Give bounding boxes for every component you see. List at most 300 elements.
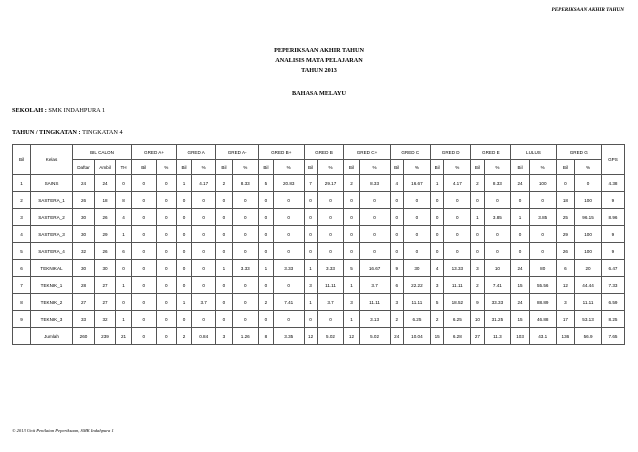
table-cell: 4.38 [601,175,624,192]
table-cell: 1 [177,294,192,311]
subject-title: BAHASA MELAYU [292,90,346,97]
table-cell: 5.02 [317,328,344,345]
table-cell: 100 [575,226,602,243]
report-subtitle: ANALISIS MATA PELAJARAN [275,57,363,64]
table-cell: 13.33 [444,260,471,277]
table-cell: 25 [556,209,575,226]
table-cell: 3 [304,277,317,294]
table-cell: 0 [403,192,430,209]
table-cell: 3.33 [232,260,258,277]
class-name-cell: Jumlah [31,328,73,345]
table-cell: 0 [430,243,443,260]
class-name-cell: TEKNIK_1 [31,277,73,294]
table-cell: 0 [484,243,511,260]
table-cell [13,328,31,345]
table-cell: 0 [390,192,403,209]
table-cell: 29 [95,226,116,243]
table-cell: 6.47 [601,260,624,277]
table-cell: 1 [430,175,443,192]
table-cell: 0 [116,294,132,311]
table-cell: 16.67 [359,260,390,277]
table-cell: 8.96 [601,209,624,226]
table-cell: 0 [177,192,192,209]
table-cell: 32 [95,311,116,328]
table-cell: 2 [344,175,359,192]
table-cell: 0 [344,243,359,260]
table-cell: 3 [390,294,403,311]
table-cell: 6 [116,243,132,260]
table-cell: 0 [344,192,359,209]
table-cell: 0 [177,209,192,226]
table-cell: 0 [317,311,344,328]
report-year: TAHUN 2013 [301,67,337,74]
table-cell: 0 [304,311,317,328]
table-subheader-row [13,160,625,175]
table-cell: 0 [232,226,258,243]
table-cell: 0 [191,243,215,260]
table-cell: 3.33 [273,260,304,277]
table-cell: 29 [556,226,575,243]
table-cell: 0 [132,260,157,277]
table-cell: 0 [156,311,177,328]
table-cell: 0 [304,243,317,260]
grade-percent-subheader: % [444,160,471,175]
table-cell: 0 [216,226,232,243]
table-cell: 8.33 [359,175,390,192]
table-cell: 30 [403,260,430,277]
table-cell: 3 [344,294,359,311]
table-cell: 3 [556,294,575,311]
table-cell: 55.56 [529,277,556,294]
table-cell: 0 [273,311,304,328]
table-cell: 0 [317,209,344,226]
table-cell: 12 [344,328,359,345]
table-cell: 10.04 [403,328,430,345]
table-cell: 0 [132,192,157,209]
table-cell: 24 [511,260,530,277]
table-cell: 0 [359,243,390,260]
table-cell: 6.59 [601,294,624,311]
class-name-cell: SASTERA_4 [31,243,73,260]
table-cell: 33 [73,311,95,328]
table-cell: 7.65 [601,328,624,345]
table-cell: 136 [556,328,575,345]
table-cell: 0 [258,192,273,209]
table-cell: 0 [156,294,177,311]
table-cell: 1 [304,294,317,311]
table-cell: 0 [216,294,232,311]
table-cell: 7.41 [273,294,304,311]
table-cell: 0 [191,209,215,226]
table-cell: 1 [258,260,273,277]
table-cell: 11.11 [575,294,602,311]
table-cell: 7 [304,175,317,192]
table-cell: 0 [444,192,471,209]
table-row [13,294,625,311]
grade-group-header: GRED G [556,145,601,160]
grade-count-subheader: Bil [390,160,403,175]
table-cell: 0 [216,311,232,328]
table-cell: 0 [511,226,530,243]
table-cell: 0 [317,243,344,260]
table-cell: 0 [132,243,157,260]
table-cell: 1 [216,260,232,277]
table-cell: 24 [511,294,530,311]
grade-percent-subheader: % [317,160,344,175]
table-cell: 1 [344,277,359,294]
grade-percent-subheader: % [575,160,602,175]
table-cell: 46.88 [529,311,556,328]
table-cell: 0 [232,311,258,328]
table-cell: 44.44 [575,277,602,294]
table-cell: 0 [177,260,192,277]
table-cell: 0 [191,192,215,209]
table-cell: 26 [556,243,575,260]
table-cell: 11.11 [444,277,471,294]
table-cell: 4 [430,260,443,277]
table-cell: 5 [344,260,359,277]
grade-group-header: GRED A [177,145,216,160]
table-cell: 0 [156,260,177,277]
table-cell: 5 [13,243,31,260]
grade-group-header: GRED A+ [132,145,177,160]
table-cell: 29.17 [317,175,344,192]
table-cell: 0 [216,209,232,226]
table-cell: 4 [390,175,403,192]
grade-group-header: LULUS [511,145,556,160]
table-cell: 15 [511,277,530,294]
table-cell: 26 [95,243,116,260]
table-cell: 0 [258,226,273,243]
table-cell: 27 [73,294,95,311]
table-cell: 12 [304,328,317,345]
table-cell: 0 [132,226,157,243]
table-cell: 0 [390,226,403,243]
table-cell: 9 [13,311,31,328]
table-cell: 0 [430,226,443,243]
table-cell: 30 [95,260,116,277]
level-label: TAHUN / TINGKATAN : [12,129,81,136]
table-cell: 0 [191,260,215,277]
table-cell: 0 [304,192,317,209]
table-cell: 1 [116,311,132,328]
table-cell: 22.22 [403,277,430,294]
table-cell: 12 [556,277,575,294]
grade-percent-subheader: % [529,160,556,175]
table-cell: 24 [95,175,116,192]
table-cell: 17 [556,311,575,328]
table-cell: 0 [403,226,430,243]
table-cell: 24 [390,328,403,345]
table-cell: 239 [95,328,116,345]
table-cell: 24 [73,175,95,192]
table-cell: 5.02 [359,328,390,345]
table-cell: 0 [177,226,192,243]
table-cell: 0 [390,209,403,226]
calon-subheader: Daftar [73,160,95,175]
total-row [13,328,625,345]
table-cell: 1 [511,209,530,226]
table-cell: 15 [430,328,443,345]
table-cell: 30 [73,209,95,226]
col-kelas-header: Kelas [31,145,73,175]
table-row [13,192,625,209]
table-cell: 0 [156,243,177,260]
table-cell: 8 [258,328,273,345]
table-cell: 7 [13,277,31,294]
table-cell: 4.17 [444,175,471,192]
table-cell: 9 [601,192,624,209]
table-cell: 0 [529,192,556,209]
table-cell: 24 [511,175,530,192]
class-name-cell: SAINS [31,175,73,192]
table-cell: 0 [359,226,390,243]
table-cell: 5 [430,294,443,311]
school-label: SEKOLAH : [12,107,47,114]
grade-percent-subheader: % [359,160,390,175]
grade-group-header: GRED E [471,145,511,160]
table-cell: 3.7 [317,294,344,311]
table-cell: 0 [132,175,157,192]
table-cell: 18.52 [444,294,471,311]
table-cell: 100 [575,243,602,260]
table-cell: 3 [430,277,443,294]
table-cell: 0 [403,243,430,260]
table-cell: 88.89 [529,294,556,311]
table-cell: 0 [132,311,157,328]
table-cell: 0 [444,209,471,226]
grade-count-subheader: Bil [258,160,273,175]
table-cell: 0 [273,192,304,209]
table-cell: 2 [471,277,484,294]
table-cell: 33.33 [484,294,511,311]
table-cell: 0 [430,209,443,226]
table-cell: 0 [156,226,177,243]
table-cell: 11.3 [484,328,511,345]
table-cell: 0 [232,192,258,209]
table-cell: 6.28 [444,328,471,345]
table-cell: 26 [73,192,95,209]
table-cell: 0 [359,209,390,226]
table-cell: 100 [529,175,556,192]
class-name-cell: TEKNIK_3 [31,311,73,328]
table-cell: 0 [511,192,530,209]
table-cell: 10 [471,311,484,328]
table-cell: 18 [95,192,116,209]
table-cell: 0 [132,294,157,311]
grade-count-subheader: Bil [344,160,359,175]
running-header: PEPERIKSAAN AKHIR TAHUN [551,7,624,13]
grade-percent-subheader: % [273,160,304,175]
table-cell: 0 [575,175,602,192]
table-cell: 0 [258,311,273,328]
class-name-cell: TEKNIKAL [31,260,73,277]
table-cell: 0 [132,277,157,294]
table-cell: 0 [156,277,177,294]
table-cell: 0 [132,209,157,226]
table-cell: 0 [191,226,215,243]
table-cell: 0 [191,311,215,328]
grade-percent-subheader: % [484,160,511,175]
table-cell: 2 [258,294,273,311]
col-gps-header: GPS [601,145,624,175]
table-cell: 56.9 [575,328,602,345]
table-cell: 80 [529,260,556,277]
table-cell: 1 [344,311,359,328]
table-cell: 0 [191,277,215,294]
table-cell: 0 [258,277,273,294]
table-cell: 0 [484,192,511,209]
table-cell: 1 [13,175,31,192]
footer-note: © 2013 Unit Penilaian Peperiksaan, SMK Indahpura 1 [12,428,114,433]
col-bil-header: Bil [13,145,31,175]
table-cell: 7.41 [484,277,511,294]
table-cell: 0 [116,175,132,192]
table-cell: 0 [471,243,484,260]
table-cell: 21 [116,328,132,345]
table-cell: 0 [430,192,443,209]
table-cell: 0 [116,260,132,277]
table-cell: 0 [344,226,359,243]
table-cell: 0 [216,192,232,209]
table-cell: 3.35 [273,328,304,345]
table-cell: 2 [430,311,443,328]
grade-group-header: GRED B [304,145,344,160]
table-cell: 0 [258,243,273,260]
grade-count-subheader: Bil [216,160,232,175]
table-cell: 4 [116,209,132,226]
analysis-table [12,144,625,345]
table-cell: 6.25 [444,311,471,328]
grade-percent-subheader: % [403,160,430,175]
table-cell: 2 [390,311,403,328]
table-cell: 0 [273,226,304,243]
table-cell: 30 [73,226,95,243]
table-cell: 31.25 [484,311,511,328]
table-cell: 0 [344,209,359,226]
table-cell: 10 [484,260,511,277]
table-cell: 1.26 [232,328,258,345]
table-cell: 0 [471,192,484,209]
table-cell: 20 [575,260,602,277]
table-cell: 5 [258,175,273,192]
table-cell: 9 [390,260,403,277]
table-cell: 20.83 [273,175,304,192]
table-cell: 3 [13,209,31,226]
grade-count-subheader: Bil [132,160,157,175]
table-cell: 0 [484,226,511,243]
class-name-cell: TEKNIK_2 [31,294,73,311]
table-cell: 0 [156,328,177,345]
table-cell: 43.1 [529,328,556,345]
table-cell: 0 [304,209,317,226]
grade-count-subheader: Bil [304,160,317,175]
grade-percent-subheader: % [156,160,177,175]
table-row [13,175,625,192]
level-line [12,129,123,136]
table-cell: 32 [73,243,95,260]
table-cell: 9 [601,226,624,243]
grade-group-header: GRED C [390,145,430,160]
table-cell: 0 [390,243,403,260]
table-cell: 7.33 [601,277,624,294]
class-name-cell: SASTERA_2 [31,209,73,226]
table-row [13,311,625,328]
table-cell: 30 [73,260,95,277]
grade-count-subheader: Bil [511,160,530,175]
table-cell: 0 [359,192,390,209]
table-cell: 0 [273,277,304,294]
table-cell: 9 [601,243,624,260]
table-cell: 0 [177,277,192,294]
table-cell: 0 [273,243,304,260]
table-cell: 0 [444,226,471,243]
table-cell: 0 [529,226,556,243]
grade-group-header: GRED D [430,145,470,160]
table-cell: 0 [177,311,192,328]
grade-percent-subheader: % [232,160,258,175]
table-cell: 8 [116,192,132,209]
table-cell: 0 [529,243,556,260]
table-row [13,209,625,226]
table-cell: 28 [73,277,95,294]
report-title: PEPERIKSAAN AKHIR TAHUN [274,47,364,54]
grade-percent-subheader: % [191,160,215,175]
table-cell: 3.13 [359,311,390,328]
grade-group-header: GRED A- [216,145,259,160]
table-cell: 11.11 [359,294,390,311]
table-cell: 27 [95,294,116,311]
table-cell: 27 [95,277,116,294]
table-cell: 4 [13,226,31,243]
table-cell: 0 [273,209,304,226]
table-cell: 15 [511,311,530,328]
table-cell: 3.7 [191,294,215,311]
table-cell: 26 [95,209,116,226]
grade-count-subheader: Bil [177,160,192,175]
table-cell: 16.67 [403,175,430,192]
table-cell: 4.17 [191,175,215,192]
col-bil-calon-header: BIL CALON [73,145,132,160]
table-cell: 8.25 [601,311,624,328]
table-cell: 0.84 [191,328,215,345]
table-cell: 6 [390,277,403,294]
class-name-cell: SASTERA_1 [31,192,73,209]
table-cell: 0 [232,209,258,226]
table-cell: 0 [216,277,232,294]
grade-count-subheader: Bil [471,160,484,175]
table-body [13,175,625,345]
table-cell: 1 [177,175,192,192]
table-cell: 1 [116,226,132,243]
table-cell: 0 [132,328,157,345]
table-cell: 2 [13,192,31,209]
table-cell: 0 [156,209,177,226]
table-cell: 3 [216,328,232,345]
table-cell: 0 [258,209,273,226]
table-cell: 0 [317,226,344,243]
table-cell: 6.25 [403,311,430,328]
table-row [13,226,625,243]
table-cell: 0 [304,226,317,243]
table-header-row [13,145,625,160]
table-cell: 11.11 [403,294,430,311]
table-cell: 0 [444,243,471,260]
table-cell: 3.33 [317,260,344,277]
table-cell: 9 [471,294,484,311]
table-cell: 0 [232,277,258,294]
table-cell: 1 [304,260,317,277]
